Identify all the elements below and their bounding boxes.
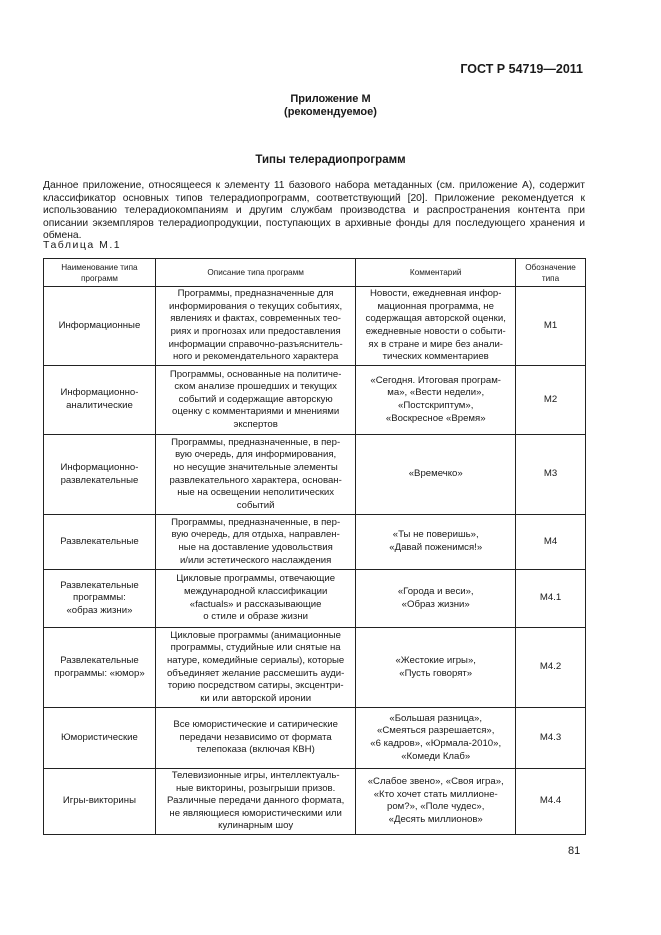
description-cell: Программы, предназначенные для информирования о текущих событиях, явлениях и фактах, современных тео- риях и прогнозах или предоставления информации справочно-разъяснитель- ного и рекомендательного характера	[155, 287, 356, 366]
type-name-cell: Развлекательные программы: «образ жизни»	[44, 570, 156, 628]
type-name-cell: Информационно- развлекательные	[44, 435, 156, 515]
header-description: Описание типа программ	[155, 259, 356, 287]
comment-cell: «Сегодня. Итоговая програм- ма», «Вести недели», «Постскриптум», «Воскресное «Время»	[356, 366, 516, 435]
comment-cell: «Ты не поверишь», «Давай поженимся!»	[356, 515, 516, 570]
comment-cell: «Времечко»	[356, 435, 516, 515]
header-code: Обозначение типа	[516, 259, 586, 287]
section-title: Типы телерадиопрограмм	[255, 154, 406, 166]
type-code-cell: М4.1	[516, 570, 586, 628]
type-code-cell: М4.2	[516, 628, 586, 708]
annex-title: Приложение М (рекомендуемое)	[284, 93, 377, 118]
standard-number: ГОСТ Р 54719—2011	[460, 62, 583, 76]
type-code-cell: М1	[516, 287, 586, 366]
table-row	[44, 708, 586, 769]
description-cell: Все юмористические и сатирические передачи независимо от формата телепоказа (включая КВН)	[155, 708, 356, 769]
type-name-cell: Информационные	[44, 287, 156, 366]
type-name-cell: Игры-викторины	[44, 769, 156, 835]
header-comment: Комментарий	[356, 259, 516, 287]
table-row	[44, 628, 586, 708]
description-cell: Программы, основанные на политиче- ском анализе прошедших и текущих событий и содержащие авторскую оценку с комментариями и мнениями экспертов	[155, 366, 356, 435]
type-code-cell: М2	[516, 366, 586, 435]
table-row	[44, 366, 586, 435]
table-row	[44, 515, 586, 570]
intro-paragraph: Данное приложение, относящееся к элементу 11 базового набора метаданных (см. приложение А), содержит классификатор основных типов телерадиопрограмм, соответствующий [20]. Приложение рекомендуется к использованию телерадиокомпаниям и другим службам производства и распространения контента при описании экземпляров телерадиопродукции, поступающих в архивные фонды для последующего хранения и обмена.	[43, 180, 585, 242]
comment-cell: Новости, ежедневная инфор- мационная программа, не содержащая авторской оценки, ежедневные новости о событи- ях в стране и мире без анали- тических комментариев	[356, 287, 516, 366]
type-code-cell: М3	[516, 435, 586, 515]
comment-cell: «Слабое звено», «Своя игра», «Кто хочет стать миллионе- ром?», «Поле чудес», «Десять миллионов»	[356, 769, 516, 835]
type-code-cell: М4.3	[516, 708, 586, 769]
table-row	[44, 769, 586, 835]
comment-cell: «Жестокие игры», «Пусть говорят»	[356, 628, 516, 708]
table-row	[44, 287, 586, 366]
type-code-cell: М4.4	[516, 769, 586, 835]
table-row	[44, 570, 586, 628]
description-cell: Программы, предназначенные, в пер- вую очередь, для информирования, но несущие значительные элементы развлекательного характера, основан- ные на освещении неполитических событий	[155, 435, 356, 515]
type-code-cell: М4	[516, 515, 586, 570]
page-number: 81	[568, 845, 581, 857]
program-types-table	[43, 258, 586, 835]
description-cell: Программы, предназначенные, в пер- вую очередь, для отдыха, направлен- ные на доставление удовольствия и/или эстетического наслаждения	[155, 515, 356, 570]
description-cell: Телевизионные игры, интеллектуаль- ные викторины, розыгрыши призов. Различные передачи данного формата, не являющиеся юмористическими или кулинарным шоу	[155, 769, 356, 835]
type-name-cell: Юмористические	[44, 708, 156, 769]
header-name: Наименование типа программ	[44, 259, 156, 287]
comment-cell: «Города и веси», «Образ жизни»	[356, 570, 516, 628]
type-name-cell: Информационно- аналитические	[44, 366, 156, 435]
table-row	[44, 435, 586, 515]
type-name-cell: Развлекательные программы: «юмор»	[44, 628, 156, 708]
table-label: Таблица М.1	[43, 239, 122, 251]
type-name-cell: Развлекательные	[44, 515, 156, 570]
table-header-row	[44, 259, 586, 287]
comment-cell: «Большая разница», «Смеяться разрешается», «6 кадров», «Юрмала-2010», «Комеди Клаб»	[356, 708, 516, 769]
description-cell: Цикловые программы (анимационные программы, студийные или снятые на натуре, комедийные сериалы), которые объединяет желание рассмешить ауди- торию посредством сатиры, эксцентри- ки или авторской иронии	[155, 628, 356, 708]
description-cell: Цикловые программы, отвечающие международной классификации «factuals» и рассказывающие о стиле и образе жизни	[155, 570, 356, 628]
